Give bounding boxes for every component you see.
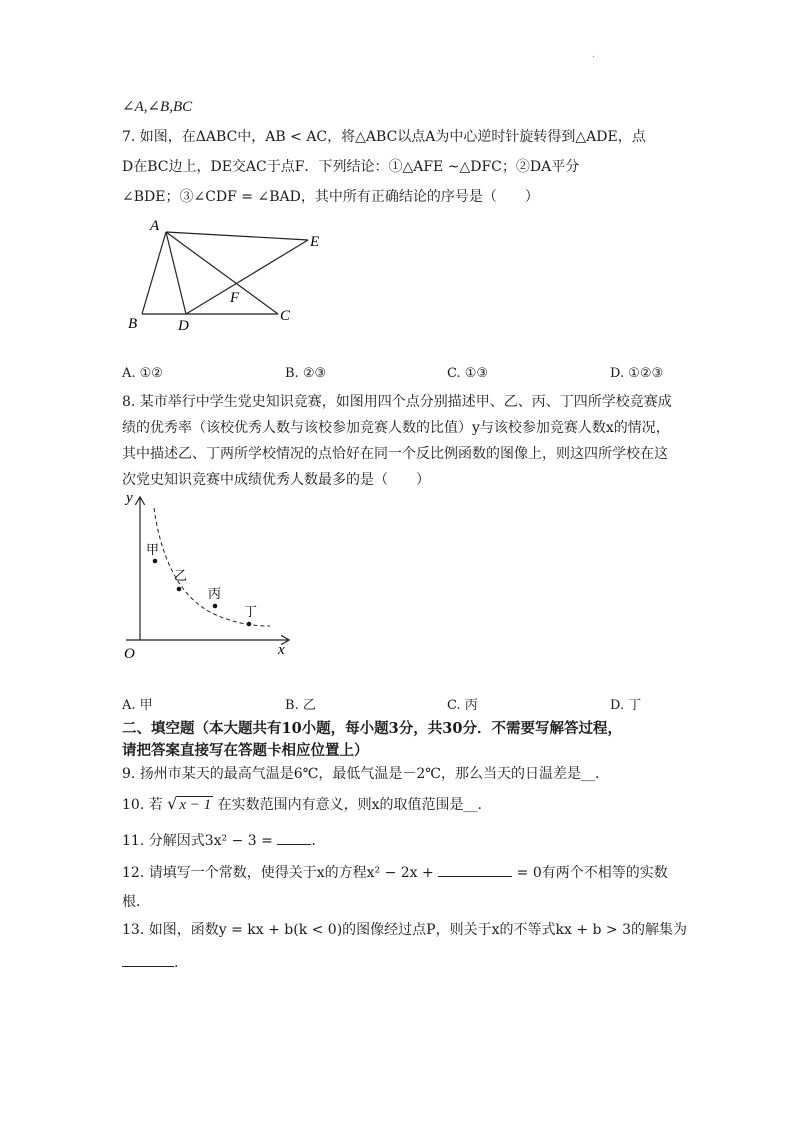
- q7-line-2: D在BC边上，DE交AC于点F．下列结论：①△AFE ~△DFC；②DA平分: [122, 159, 580, 175]
- q9-text: 9. 扬州市某天的最高气温是6℃，最低气温是－2℃，那么当天的日温差是__.: [122, 766, 600, 782]
- q7-line-3: ∠BDE；③∠CDF = ∠BAD，其中所有正确结论的序号是（ ）: [122, 189, 539, 205]
- label-bing: 丙: [208, 586, 222, 601]
- label-b: B: [128, 316, 138, 332]
- q10-line: [122, 794, 482, 815]
- y-axis-label: y: [126, 490, 133, 506]
- label-yi: 乙: [174, 568, 188, 583]
- q8-option-d: D. 丁: [610, 698, 642, 713]
- q7-option-c: C. ①③: [447, 366, 489, 381]
- point-jia: [153, 559, 158, 564]
- label-jia: 甲: [146, 542, 160, 557]
- q7-triangle-figure: [120, 212, 340, 334]
- q12-post: = 0有两个不相等的实数: [516, 865, 668, 881]
- label-ding: 丁: [244, 604, 258, 619]
- q12-line-2: 根.: [122, 894, 141, 910]
- section-2-heading-line-2: 请把答案直接写在答题卡相应位置上）: [122, 742, 369, 759]
- q12-answer-blank[interactable]: [438, 862, 512, 877]
- q11-pre: 11. 分解因式3x² − 3 =: [122, 833, 273, 849]
- q7-option-a: A. ①②: [122, 366, 163, 381]
- label-f: F: [230, 290, 240, 306]
- q8-line-4: 次党史知识竞赛中成绩优秀人数最多的是（ ）: [122, 472, 430, 488]
- point-ding: [247, 622, 252, 627]
- q8-line-1: 8. 某市举行中学生党史知识竞赛，如图用四个点分别描述甲、乙、丙、丁四所学校竞赛成: [122, 394, 672, 410]
- q7-line-1: 7. 如图，在ΔABC中，AB < AC，将△ABC以点A为中心逆时针旋转得到△ADE，点: [122, 129, 646, 145]
- q11-post: .: [311, 833, 316, 849]
- label-a: A: [150, 218, 160, 234]
- label-e: E: [310, 234, 320, 250]
- segment-ab: [142, 232, 166, 314]
- q13-answer-blank[interactable]: [122, 952, 174, 967]
- q8-option-b: B. 乙: [285, 698, 316, 713]
- label-d: D: [178, 318, 189, 334]
- q8-line-2: 绩的优秀率（该校优秀人数与该校参加竞赛人数的比值）y与该校参加竞赛人数x的情况，: [122, 420, 670, 436]
- q10-pre: 10. 若: [122, 797, 163, 813]
- q11-answer-blank[interactable]: [277, 830, 311, 845]
- segment-de: [186, 240, 308, 314]
- q12-pre: 12. 请填写一个常数，使得关于x的方程x² − 2x +: [122, 865, 434, 881]
- q8-line-3: 其中描述乙、丁两所学校情况的点恰好在同一个反比例函数的图像上，则这四所学校在这: [122, 446, 668, 462]
- q13-line-2: [122, 952, 178, 973]
- q13-line-1: 13. 如图，函数y = kx + b(k < 0)的图像经过点P，则关于x的不等式kx + b > 3的解集为: [122, 922, 687, 938]
- q8-option-c: C. 丙: [447, 698, 478, 713]
- point-bing: [213, 604, 218, 609]
- q8-inverse-function-figure: [118, 488, 298, 660]
- sqrt-sign: √: [167, 794, 178, 813]
- q11-line: [122, 830, 316, 851]
- q10-post: 在实数范围内有意义，则x的取值范围是__.: [217, 797, 482, 813]
- header-dot: ·: [592, 52, 596, 63]
- origin-label: O: [124, 646, 135, 660]
- q13-post: .: [174, 955, 179, 971]
- top-line: ∠A,∠B,BC: [122, 99, 193, 115]
- point-yi: [177, 587, 182, 592]
- x-axis-label: x: [278, 642, 285, 658]
- q7-option-d: D. ①②③: [610, 366, 664, 381]
- label-c: C: [280, 308, 291, 324]
- q7-option-b: B. ②③: [285, 366, 327, 381]
- q8-option-a: A. 甲: [122, 698, 153, 713]
- segment-ae: [166, 232, 308, 240]
- q12-line-1: [122, 862, 668, 883]
- section-2-heading-line-1: 二、填空题（本大题共有10小题，每小题3分，共30分．不需要写解答过程，: [122, 720, 622, 737]
- q10-radicand: x − 1: [179, 797, 212, 813]
